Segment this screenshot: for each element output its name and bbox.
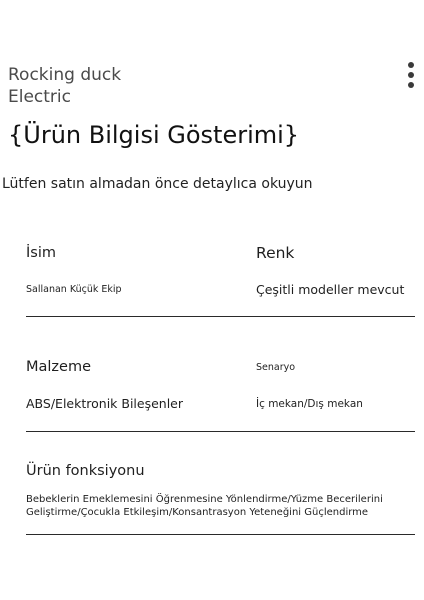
color-value: Çeşitli modeller mevcut	[256, 282, 405, 297]
name-label: İsim	[26, 245, 56, 261]
more-vertical-icon[interactable]	[404, 62, 418, 94]
purchase-notice: Lütfen satın almadan önce detaylıca okuyun	[2, 176, 313, 192]
product-name-line1: Rocking duck	[8, 65, 122, 85]
page-title: {Ürün Bilgisi Gösterimi}	[8, 121, 300, 149]
function-label: Ürün fonksiyonu	[26, 463, 145, 479]
scenario-value: İç mekan/Dış mekan	[256, 398, 363, 410]
function-value	[26, 494, 406, 519]
menu-dot	[408, 62, 414, 68]
material-value: ABS/Elektronik Bileşenler	[26, 396, 184, 411]
product-name	[8, 64, 121, 108]
scenario-label: Senaryo	[256, 362, 296, 373]
function-value-line2: Geliştirme/Çocukla Etkileşim/Konsantrasyon Yeteneğini Güçlendirme	[26, 506, 369, 518]
divider	[26, 316, 415, 317]
menu-dot	[408, 72, 414, 78]
divider	[26, 431, 415, 432]
function-value-line1: Bebeklerin Emeklemesini Öğrenmesine Yönlendirme/Yüzme Becerilerini	[26, 494, 383, 505]
color-label: Renk	[256, 244, 295, 262]
material-label: Malzeme	[26, 359, 92, 375]
name-value: Sallanan Küçük Ekip	[26, 284, 122, 295]
product-name-line2: Electric	[8, 87, 71, 107]
menu-dot	[408, 82, 414, 88]
divider	[26, 534, 415, 535]
